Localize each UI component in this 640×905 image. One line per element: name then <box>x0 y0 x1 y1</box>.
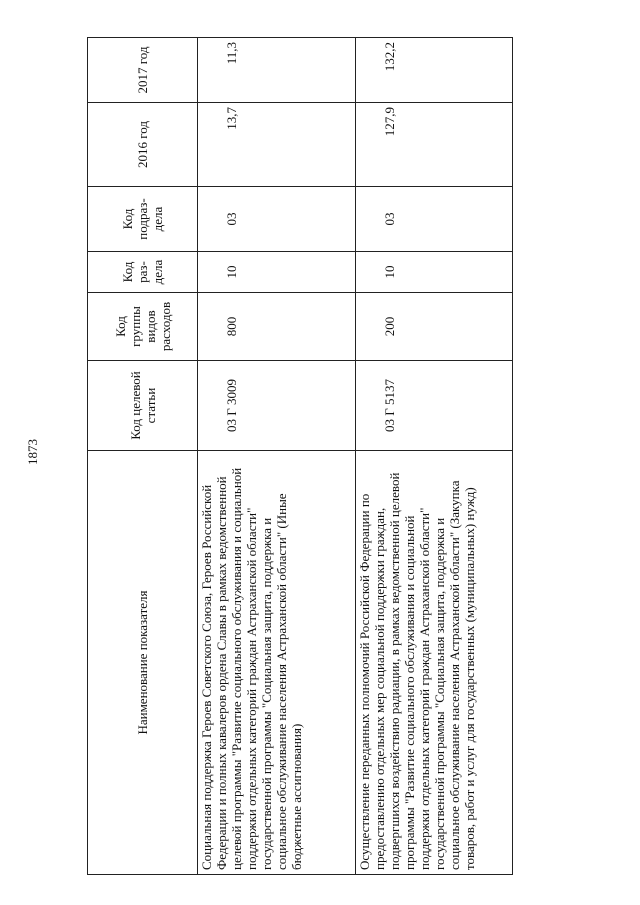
row-subsection: 03 <box>198 187 356 252</box>
row-subsection: 03 <box>355 187 513 252</box>
table-row <box>355 38 513 875</box>
header-section: Код раз-дела <box>88 252 198 293</box>
header-year-2016: 2016 год <box>88 103 198 187</box>
budget-table <box>87 37 513 875</box>
row-value-2017: 132,2 <box>355 38 513 103</box>
row-section: 10 <box>198 252 356 293</box>
row-value-2016: 13,7 <box>198 103 356 187</box>
row-expense-group: 200 <box>355 293 513 361</box>
row-value-2016: 127,9 <box>355 103 513 187</box>
header-subsection: Код подраз-дела <box>88 187 198 252</box>
table-header-row <box>88 38 198 875</box>
row-value-2017: 11,3 <box>198 38 356 103</box>
page-number: 1873 <box>25 439 40 465</box>
table-row <box>198 38 356 875</box>
row-expense-group: 800 <box>198 293 356 361</box>
row-indicator-name: Социальная поддержка Героев Советского Союза, Героев Российской Федерации и полных кавалеров ордена Славы в рамках ведомственной целевой программы "Развитие социального обслуживания и социальной поддержки отдельных категорий граждан Астраханской области" государственной программы "Социальная защита, поддержка и социальное обслуживание населения Астраханской области" (Иные бюджетные ассигнования) <box>198 451 356 875</box>
row-target-code: 03 Г 3009 <box>198 361 356 451</box>
header-year-2017: 2017 год <box>88 38 198 103</box>
budget-table-container <box>87 38 513 875</box>
row-target-code: 03 Г 5137 <box>355 361 513 451</box>
row-indicator-name: Осуществление переданных полномочий Российской Федерации по предоставлению отдельных мер социальной поддержки граждан, подвергшихся воздействию радиации, в рамках ведомственной целевой программы "Развитие социального обслуживания и социальной поддержки отдельных категорий граждан Астраханской области" государственной программы "Социальная защита, поддержка и социальное обслуживание населения Астраханской области" (Закупка товаров, работ и услуг для государственных (муниципальных) нужд) <box>355 451 513 875</box>
header-indicator-name: Наименование показателя <box>88 451 198 875</box>
row-section: 10 <box>355 252 513 293</box>
header-expense-group: Код группы видов расходов <box>88 293 198 361</box>
header-target-code: Код целевой статьи <box>88 361 198 451</box>
